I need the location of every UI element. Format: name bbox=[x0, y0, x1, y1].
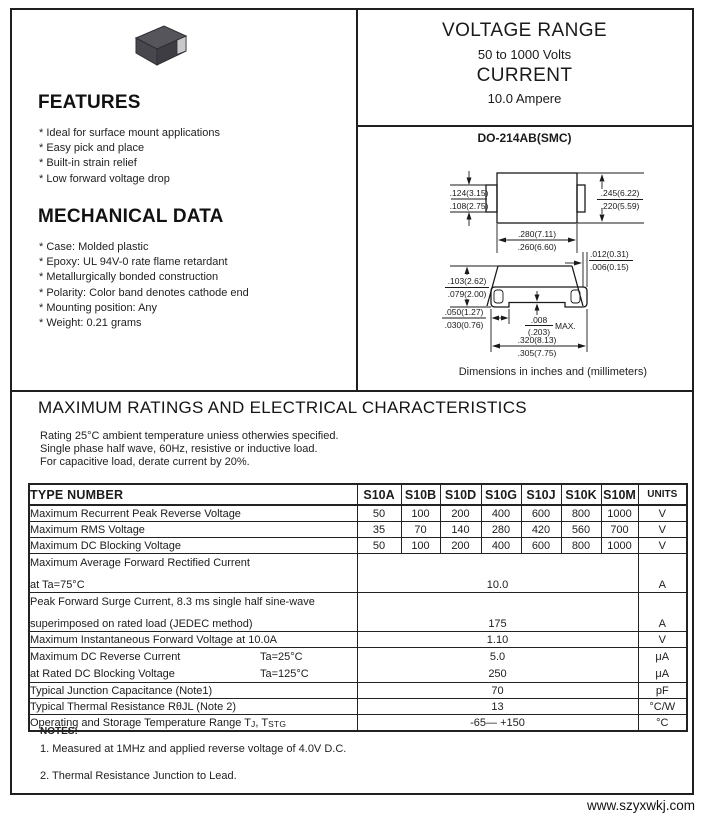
feature-item: * Easy pick and place bbox=[39, 142, 145, 155]
row-value: 1000 bbox=[601, 538, 638, 554]
intro-line: Rating 25°C ambient temperature uniess otherwies specified. bbox=[40, 430, 339, 442]
row-label: Typical Thermal Resistance RθJL (Note 2) bbox=[29, 699, 357, 715]
row-value: 100 bbox=[401, 538, 440, 554]
dim-lead-foot-max: .050(1.27) bbox=[444, 307, 484, 317]
col-s10d: S10D bbox=[440, 484, 481, 505]
dim-tab-height-max: .124(3.15) bbox=[449, 188, 489, 198]
row-value: 50 bbox=[357, 505, 401, 522]
row-value: 800 bbox=[561, 538, 601, 554]
col-s10b: S10B bbox=[401, 484, 440, 505]
mechanical-item: * Case: Molded plastic bbox=[39, 241, 149, 253]
dim-body-width-max: .280(7.11) bbox=[517, 229, 557, 239]
section-divider bbox=[10, 390, 692, 392]
row-label: Maximum Average Forward Rectified Current bbox=[30, 557, 250, 569]
dim-standoff-value: .008 bbox=[530, 315, 548, 325]
row-value-span: 5.0 bbox=[357, 648, 638, 666]
mechanical-item: * Weight: 0.21 grams bbox=[39, 317, 142, 330]
row-unit: °C bbox=[638, 715, 687, 732]
table-row bbox=[29, 593, 687, 617]
row-condition: Ta=25°C bbox=[260, 650, 303, 663]
row-value: 420 bbox=[521, 522, 561, 538]
mechanical-item: * Metallurgically bonded construction bbox=[39, 271, 219, 284]
row-unit: V bbox=[638, 538, 687, 554]
dim-standoff-mm: (.203) bbox=[527, 327, 551, 337]
table-row bbox=[29, 699, 687, 715]
row-value-span bbox=[357, 554, 638, 578]
row-value-span bbox=[357, 593, 638, 617]
dim-body-width-min: .260(6.60) bbox=[517, 242, 557, 252]
row-value-span: 13 bbox=[357, 699, 638, 715]
row-value: 200 bbox=[440, 505, 481, 522]
dim-pkg-height-max: .103(2.62) bbox=[447, 276, 487, 286]
note-item: 2. Thermal Resistance Junction to Lead. bbox=[40, 770, 237, 782]
mechanical-item: * Polarity: Color band denotes cathode end bbox=[39, 286, 249, 299]
ratings-table-body bbox=[29, 505, 687, 731]
col-units: UNITS bbox=[638, 484, 687, 505]
feature-item: * Ideal for surface mount applications bbox=[39, 127, 220, 139]
row-value: 700 bbox=[601, 522, 638, 538]
mechanical-item: * Epoxy: UL 94V-0 rate flame retardant bbox=[39, 256, 228, 269]
row-value: 100 bbox=[401, 505, 440, 522]
dim-lead-thickness-max: .012(0.31) bbox=[590, 249, 629, 259]
row-unit: μA bbox=[638, 665, 687, 683]
mechanical-data-title: MECHANICAL DATA bbox=[38, 206, 224, 227]
row-value-span: 1.10 bbox=[357, 632, 638, 648]
row-unit: °C/W bbox=[638, 699, 687, 715]
ratings-table bbox=[28, 483, 688, 732]
row-value-span: 175 bbox=[357, 616, 638, 632]
voltage-range-value: 50 to 1000 Volts bbox=[477, 47, 572, 62]
mechanical-item: * Mounting position: Any bbox=[39, 301, 158, 314]
voltage-range-title: VOLTAGE RANGE bbox=[442, 20, 607, 41]
row-unit: pF bbox=[638, 683, 687, 699]
table-row bbox=[29, 577, 687, 593]
row-value: 600 bbox=[521, 505, 561, 522]
col-s10a: S10A bbox=[357, 484, 401, 505]
row-label: Maximum DC Reverse Current Ta=25°C bbox=[30, 650, 303, 663]
dimensions-note: Dimensions in inches and (millimeters) bbox=[458, 366, 647, 378]
row-value: 560 bbox=[561, 522, 601, 538]
col-s10g: S10G bbox=[481, 484, 521, 505]
row-value: 400 bbox=[481, 538, 521, 554]
dim-overall-width-min: .305(7.75) bbox=[517, 348, 557, 358]
row-label: superimposed on rated load (JEDEC method) bbox=[29, 616, 357, 632]
col-type-number: TYPE NUMBER bbox=[29, 484, 357, 505]
col-s10m: S10M bbox=[601, 484, 638, 505]
row-unit bbox=[638, 554, 687, 578]
row-unit: μA bbox=[638, 648, 687, 666]
right-header-divider bbox=[357, 125, 692, 127]
dim-overall-width-max: .320(8.13) bbox=[517, 335, 557, 345]
ratings-section-title: MAXIMUM RATINGS AND ELECTRICAL CHARACTERISTICS bbox=[38, 398, 527, 417]
row-unit: A bbox=[638, 616, 687, 632]
row-condition: Ta=125°C bbox=[260, 667, 309, 680]
table-row bbox=[29, 538, 687, 554]
row-label: Operating and Storage Temperature Range TJ, TSTG bbox=[29, 715, 357, 732]
notes-title: NOTES: bbox=[40, 726, 78, 737]
row-value: 400 bbox=[481, 505, 521, 522]
table-row bbox=[29, 554, 687, 578]
intro-line: Single phase half wave, 60Hz, resistive or inductive load. bbox=[40, 443, 318, 456]
row-label: Maximum DC Blocking Voltage bbox=[29, 538, 357, 554]
dim-lead-thickness-min: .006(0.15) bbox=[590, 262, 629, 272]
row-label: Maximum Recurrent Peak Reverse Voltage bbox=[29, 505, 357, 522]
row-value: 50 bbox=[357, 538, 401, 554]
row-value-span: 10.0 bbox=[357, 577, 638, 593]
row-value: 140 bbox=[440, 522, 481, 538]
feature-item: * Built-in strain relief bbox=[39, 157, 137, 170]
table-row bbox=[29, 616, 687, 632]
table-row bbox=[29, 665, 687, 683]
row-label: Typical Junction Capacitance (Note1) bbox=[29, 683, 357, 699]
row-value-span: 250 bbox=[357, 665, 638, 683]
dim-body-height-max: .245(6.22) bbox=[600, 188, 640, 198]
row-value: 35 bbox=[357, 522, 401, 538]
row-value-span: 70 bbox=[357, 683, 638, 699]
col-s10k: S10K bbox=[561, 484, 601, 505]
row-unit: V bbox=[638, 522, 687, 538]
row-value: 280 bbox=[481, 522, 521, 538]
row-label: Maximum RMS Voltage bbox=[29, 522, 357, 538]
dim-pkg-height-min: .079(2.00) bbox=[447, 289, 487, 299]
row-label: Peak Forward Surge Current, 8.3 ms single half sine-wave bbox=[30, 596, 315, 608]
table-row bbox=[29, 632, 687, 648]
row-value: 200 bbox=[440, 538, 481, 554]
dim-standoff-max-label: MAX. bbox=[555, 321, 576, 331]
features-title: FEATURES bbox=[38, 92, 141, 113]
row-value: 600 bbox=[521, 538, 561, 554]
dim-lead-foot-min: .030(0.76) bbox=[444, 320, 484, 330]
footer-url: www.szyxwkj.com bbox=[586, 798, 695, 813]
package-name: DO-214AB(SMC) bbox=[477, 131, 572, 145]
current-title: CURRENT bbox=[476, 65, 573, 86]
table-row bbox=[29, 715, 687, 732]
table-row bbox=[29, 648, 687, 666]
dim-body-height-min: .220(5.59) bbox=[600, 201, 640, 211]
feature-item: * Low forward voltage drop bbox=[39, 172, 170, 185]
current-value: 10.0 Ampere bbox=[487, 91, 562, 106]
ratings-intro bbox=[40, 430, 339, 470]
row-value: 800 bbox=[561, 505, 601, 522]
table-row bbox=[29, 522, 687, 538]
row-unit: V bbox=[638, 505, 687, 522]
dim-tab-height-min: .108(2.75) bbox=[449, 201, 489, 211]
row-unit bbox=[638, 593, 687, 617]
table-row bbox=[29, 505, 687, 522]
row-value-span: -65— +150 bbox=[357, 715, 638, 732]
row-unit: V bbox=[638, 632, 687, 648]
row-unit: A bbox=[638, 577, 687, 593]
features-list bbox=[39, 126, 220, 187]
row-label: at Rated DC Blocking Voltage Ta=125°C bbox=[29, 665, 357, 683]
mechanical-data-list bbox=[39, 240, 249, 331]
intro-line: For capacitive load, derate current by 20%. bbox=[40, 456, 250, 469]
table-row bbox=[29, 683, 687, 699]
col-s10j: S10J bbox=[521, 484, 561, 505]
row-label: Maximum Instantaneous Forward Voltage at 10.0A bbox=[29, 632, 357, 648]
smd-chip-icon bbox=[124, 22, 194, 70]
table-header-row bbox=[29, 484, 687, 505]
row-value: 1000 bbox=[601, 505, 638, 522]
note-item: 1. Measured at 1MHz and applied reverse voltage of 4.0V D.C. bbox=[40, 743, 347, 755]
row-label: at Ta=75°C bbox=[29, 577, 357, 593]
row-value: 70 bbox=[401, 522, 440, 538]
package-outline-drawing bbox=[420, 156, 700, 368]
